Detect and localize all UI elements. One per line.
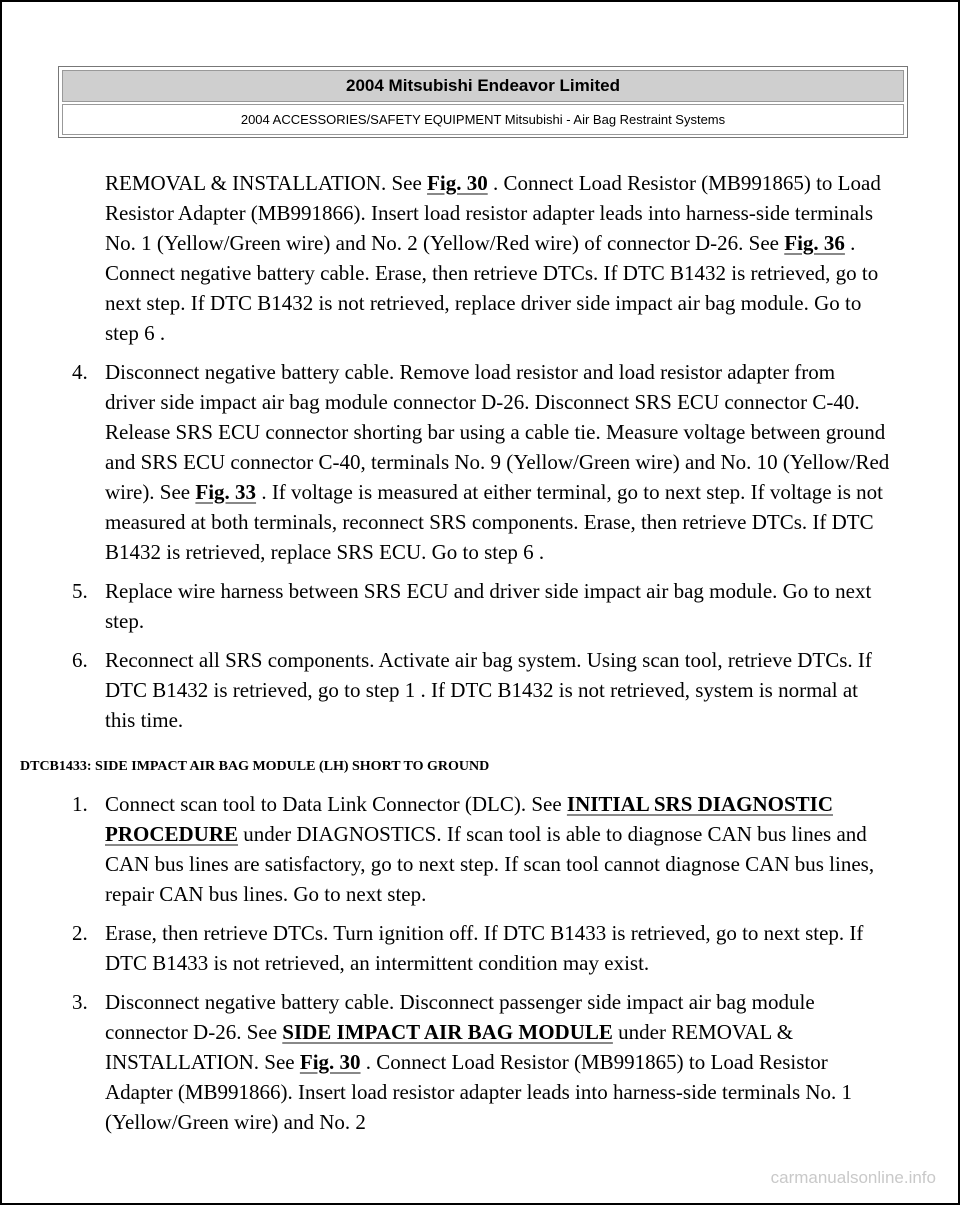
- step-number: 6.: [72, 648, 88, 672]
- text-run: under DIAGNOSTICS. If scan tool is able to diagnose CAN bus lines and CAN bus lines are satisfactory, go to next step. If scan tool cannot diagnose CAN bus lines, repair CAN bus lines. Go to next step.: [105, 822, 875, 906]
- section-heading: DTCB1433: SIDE IMPACT AIR BAG MODULE (LH) SHORT TO GROUND: [20, 759, 490, 774]
- text-run: under REMOVAL & INSTALLATION. See: [105, 1020, 794, 1074]
- fig-30-link[interactable]: Fig. 30: [427, 171, 488, 195]
- text-run: Erase, then retrieve DTCs. Turn ignition off. If DTC B1433 is retrieved, go to next step. If DTC B1433 is not retrieved, an intermittent condition may exist.: [105, 921, 864, 975]
- text-run: . If voltage is measured at either terminal, go to next step. If voltage is not measured at both terminals, reconnect SRS components. Erase, then retrieve DTCs. If DTC B1432 is retrieved, replace SRS ECU. Go to step 6 .: [105, 480, 883, 564]
- initial-srs-diagnostic-procedure-link[interactable]: INITIAL SRS DIAGNOSTIC PROCEDURE: [105, 792, 833, 846]
- vehicle-title: 2004 Mitsubishi Endeavor Limited: [62, 70, 904, 102]
- text-run: REMOVAL & INSTALLATION. See: [105, 171, 428, 195]
- list-item: [72, 357, 890, 567]
- step-number: 5.: [72, 579, 88, 603]
- list-item: [72, 918, 890, 978]
- text-run: . Connect Load Resistor (MB991865) to Load Resistor Adapter (MB991866). Insert load resistor adapter leads into harness-side terminals No. 1 (Yellow/Green wire) and No. 2 (Yellow/Red wire) of connector D-26. See: [105, 171, 881, 255]
- section-subtitle: 2004 ACCESSORIES/SAFETY EQUIPMENT Mitsubishi - Air Bag Restraint Systems: [62, 104, 904, 135]
- side-impact-air-bag-module-link[interactable]: SIDE IMPACT AIR BAG MODULE: [282, 1020, 613, 1044]
- text-run: Connect scan tool to Data Link Connector (DLC). See: [105, 792, 567, 816]
- fig-30-link[interactable]: Fig. 30: [299, 1050, 361, 1074]
- watermark: carmanualsonline.info: [770, 1168, 936, 1187]
- list-item: [72, 645, 890, 735]
- continued-paragraph: [105, 168, 890, 348]
- list-item: [72, 987, 890, 1137]
- fig-33-link[interactable]: Fig. 33: [195, 480, 257, 504]
- text-run: Reconnect all SRS components. Activate air bag system. Using scan tool, retrieve DTCs. If DTC B1432 is retrieved, go to step 1 . If DTC B1432 is not retrieved, system is normal at this time.: [105, 648, 872, 732]
- text-run: . Connect negative battery cable. Erase, then retrieve DTCs. If DTC B1432 is retrieved, go to next step. If DTC B1432 is not retrieved, replace driver side impact air bag module. Go to step 6 .: [105, 231, 879, 345]
- text-run: Replace wire harness between SRS ECU and driver side impact air bag module. Go to next step.: [105, 579, 872, 633]
- step-number: 1.: [72, 792, 88, 816]
- text-run: . Connect Load Resistor (MB991865) to Load Resistor Adapter (MB991866). Insert load resistor adapter leads into harness-side terminals No. 1 (Yellow/Green wire) and No. 2: [105, 1050, 853, 1134]
- text-run: Disconnect negative battery cable. Disconnect passenger side impact air bag module connector D-26. See: [105, 990, 815, 1044]
- step-list-b1432: [0, 357, 960, 735]
- list-item: [72, 576, 890, 636]
- document-body: [0, 168, 960, 1137]
- list-item: [72, 789, 890, 909]
- step-list-b1433: [0, 789, 960, 1137]
- step-number: 2.: [72, 921, 88, 945]
- step-number: 4.: [72, 360, 88, 384]
- step-number: 3.: [72, 990, 88, 1014]
- fig-36-link[interactable]: Fig. 36: [784, 231, 845, 255]
- text-run: Disconnect negative battery cable. Remove load resistor and load resistor adapter from driver side impact air bag module connector D-26. Disconnect SRS ECU connector C-40. Release SRS ECU connector shorting bar using a cable tie. Measure voltage between ground and SRS ECU connector C-40, terminals No. 9 (Yellow/Green wire) and No. 10 (Yellow/Red wire). See: [105, 360, 890, 504]
- document-header: [58, 66, 908, 138]
